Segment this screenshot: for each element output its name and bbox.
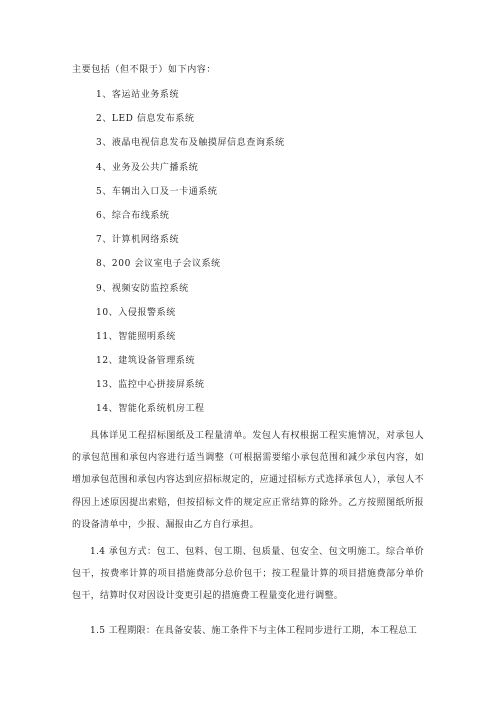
system-list	[96, 88, 285, 427]
list-item: 1、客运站业务系统	[96, 90, 180, 100]
list-item: 6、综合布线系统	[96, 210, 170, 221]
list-item: 7、计算机网络系统	[96, 235, 180, 246]
duration-paragraph: 1.5 工程期限：在具备安装、施工条件下与主体工程同步进行工期，本工程总工	[90, 626, 418, 636]
list-item: 8、200 会议室电子会议系统	[96, 259, 221, 270]
list-item: 14、智能化系统机房工程	[96, 404, 205, 415]
list-item: 3、液晶电视信息发布及触摸屏信息查询系统	[96, 138, 285, 149]
list-item: 5、车辆出入口及一卡通系统	[96, 186, 218, 197]
list-item: 12、建筑设备管理系统	[96, 356, 196, 367]
list-item: 13、监控中心拼接屏系统	[96, 380, 205, 391]
list-item: 2、LED 信息发布系统	[96, 114, 195, 125]
list-item: 10、入侵报警系统	[96, 307, 176, 318]
intro-line: 主要包括（但不限于）如下内容：	[72, 65, 217, 75]
contract-method-paragraph: 1.4 承包方式：包工、包料、包工期、包质量、包安全、包文明施工。综合单价包干，按费率计算的项目措施费部分总价包干；按工程量计算的项目措施费部分单价包干，结算时仅对因设计变更引起的措施费工程量变化进行调整。	[72, 547, 424, 602]
scope-paragraph: 具体详见工程招标图纸及工程量清单。发包人有权根据工程实施情况，对承包人的承包范围和承包内容进行适当调整（可根据需要缩小承包范围和减少承包内容，如增加承包范围和承包内容达到应招标规定的，应通过招标方式选择承包人），承包人不得因上述原因提出索赔，但按招标文件的规定应正常结算的除外。乙方按照图纸所报的设备清单中，少报、漏报由乙方自行承担。	[72, 431, 424, 530]
list-item: 4、业务及公共广播系统	[96, 162, 199, 173]
list-item: 11、智能照明系统	[96, 331, 176, 342]
list-item: 9、视频安防监控系统	[96, 283, 189, 294]
